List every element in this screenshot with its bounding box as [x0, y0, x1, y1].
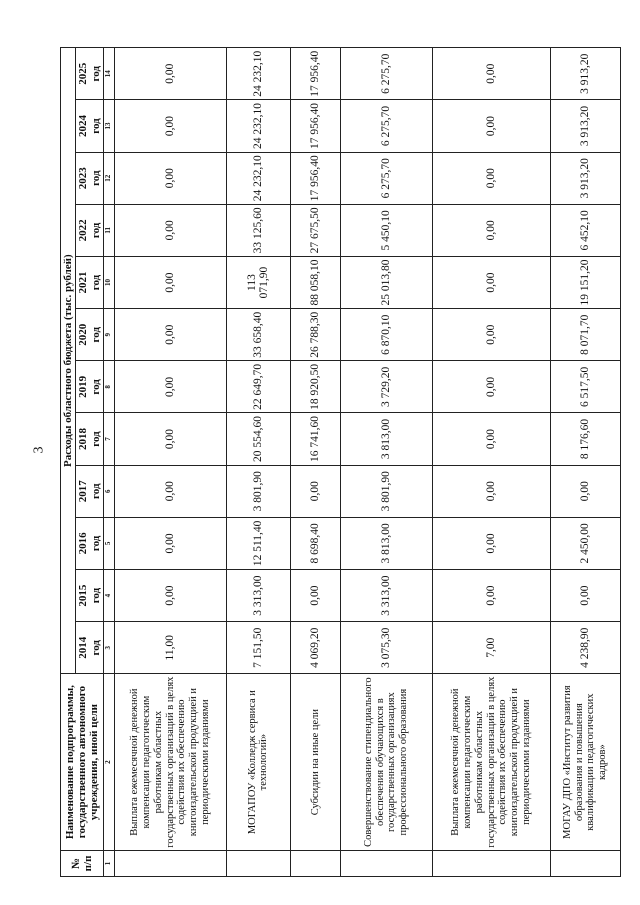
value-cell: 26 788,30 — [290, 309, 340, 361]
table-row — [290, 48, 340, 877]
row-number — [550, 850, 620, 876]
rotated-page — [60, 47, 609, 877]
value-cell: 0,00 — [114, 309, 226, 361]
column-numbers-row — [103, 48, 114, 877]
value-cell: 0,00 — [432, 204, 550, 256]
row-name: Субсидии на иные цели — [290, 674, 340, 851]
header-year: 2024 год — [76, 100, 104, 152]
table-row — [114, 48, 226, 877]
value-cell: 12 511,40 — [226, 517, 290, 569]
value-cell: 0,00 — [114, 100, 226, 152]
header-year: 2015 год — [76, 569, 104, 621]
page-number: 3 — [31, 446, 47, 454]
column-number: 5 — [103, 517, 114, 569]
value-cell: 0,00 — [432, 413, 550, 465]
value-cell: 17 956,40 — [290, 152, 340, 204]
header-year: 2014 год — [76, 622, 104, 674]
row-number — [114, 850, 226, 876]
header-year: 2023 год — [76, 152, 104, 204]
value-cell: 0,00 — [114, 256, 226, 308]
value-cell: 6 452,10 — [550, 204, 620, 256]
value-cell: 27 675,50 — [290, 204, 340, 256]
value-cell: 8 176,60 — [550, 413, 620, 465]
value-cell: 20 554,60 — [226, 413, 290, 465]
value-cell: 0,00 — [432, 309, 550, 361]
header-year: 2019 год — [76, 361, 104, 413]
header-name: Наименование подпрограммы, государственного автономного учреждения, иной цели — [61, 674, 104, 851]
row-name: МОГАПОУ «Колледж сервиса и технологий» — [226, 674, 290, 851]
value-cell: 0,00 — [550, 465, 620, 517]
value-cell: 19 151,20 — [550, 256, 620, 308]
value-cell: 4 238,90 — [550, 622, 620, 674]
column-number: 14 — [103, 48, 114, 100]
value-cell: 3 313,00 — [226, 569, 290, 621]
header-year: 2016 год — [76, 517, 104, 569]
value-cell: 3 729,20 — [340, 361, 432, 413]
value-cell: 0,00 — [432, 100, 550, 152]
table-row — [340, 48, 432, 877]
value-cell: 0,00 — [114, 48, 226, 100]
value-cell: 6 870,10 — [340, 309, 432, 361]
value-cell: 0,00 — [114, 465, 226, 517]
value-cell: 0,00 — [432, 517, 550, 569]
value-cell: 3 075,30 — [340, 622, 432, 674]
budget-table — [60, 47, 621, 877]
header-year: 2020 год — [76, 309, 104, 361]
value-cell: 11,00 — [114, 622, 226, 674]
table-row — [226, 48, 290, 877]
value-cell: 18 920,50 — [290, 361, 340, 413]
column-number: 10 — [103, 256, 114, 308]
value-cell: 17 956,40 — [290, 48, 340, 100]
value-cell: 16 741,60 — [290, 413, 340, 465]
value-cell: 2 450,00 — [550, 517, 620, 569]
value-cell: 0,00 — [550, 569, 620, 621]
value-cell: 8 071,70 — [550, 309, 620, 361]
value-cell: 0,00 — [432, 569, 550, 621]
value-cell: 3 801,90 — [226, 465, 290, 517]
value-cell: 0,00 — [114, 517, 226, 569]
value-cell: 0,00 — [432, 465, 550, 517]
value-cell: 33 658,40 — [226, 309, 290, 361]
value-cell: 0,00 — [290, 569, 340, 621]
value-cell: 0,00 — [432, 256, 550, 308]
value-cell: 0,00 — [114, 204, 226, 256]
row-name: Выплата ежемесячной денежной компенсации педагогическим работникам областных государственных организаций в целях содействия их обеспечению книгоиздательской продукцией и периодическими изданиями — [114, 674, 226, 851]
value-cell: 6 275,70 — [340, 152, 432, 204]
header-year: 2022 год — [76, 204, 104, 256]
value-cell: 3 913,20 — [550, 152, 620, 204]
column-number: 1 — [103, 850, 114, 876]
column-number: 6 — [103, 465, 114, 517]
row-number — [340, 850, 432, 876]
value-cell: 5 450,10 — [340, 204, 432, 256]
value-cell: 7 151,50 — [226, 622, 290, 674]
column-number: 4 — [103, 569, 114, 621]
column-number: 3 — [103, 622, 114, 674]
header-year: 2021 год — [76, 256, 104, 308]
value-cell: 24 232,10 — [226, 100, 290, 152]
row-name: Выплата ежемесячной денежной компенсации педагогическим работникам областных государственных организаций в целях содействия их обеспечению книгоиздательской продукцией и периодическими изданиями — [432, 674, 550, 851]
column-number: 8 — [103, 361, 114, 413]
value-cell: 0,00 — [432, 361, 550, 413]
value-cell: 7,00 — [432, 622, 550, 674]
value-cell: 0,00 — [114, 569, 226, 621]
value-cell: 3 313,00 — [340, 569, 432, 621]
value-cell: 0,00 — [114, 361, 226, 413]
value-cell: 113 071,90 — [226, 256, 290, 308]
header-year: 2018 год — [76, 413, 104, 465]
value-cell: 3 913,20 — [550, 48, 620, 100]
value-cell: 25 013,80 — [340, 256, 432, 308]
row-number — [226, 850, 290, 876]
value-cell: 6 275,70 — [340, 48, 432, 100]
header-year: 2025 год — [76, 48, 104, 100]
value-cell: 6 275,70 — [340, 100, 432, 152]
value-cell: 3 801,90 — [340, 465, 432, 517]
column-number: 12 — [103, 152, 114, 204]
value-cell: 4 069,20 — [290, 622, 340, 674]
header-budget: Расходы областного бюджета (тыс. рублей) — [61, 48, 76, 674]
column-number: 2 — [103, 674, 114, 851]
header-row-top — [61, 48, 76, 877]
table-row — [550, 48, 620, 877]
value-cell: 24 232,10 — [226, 48, 290, 100]
value-cell: 8 698,40 — [290, 517, 340, 569]
column-number: 13 — [103, 100, 114, 152]
column-number: 11 — [103, 204, 114, 256]
value-cell: 0,00 — [114, 413, 226, 465]
table-row — [432, 48, 550, 877]
row-number — [432, 850, 550, 876]
value-cell: 22 649,70 — [226, 361, 290, 413]
value-cell: 88 058,10 — [290, 256, 340, 308]
row-number — [290, 850, 340, 876]
value-cell: 33 125,60 — [226, 204, 290, 256]
value-cell: 0,00 — [432, 48, 550, 100]
value-cell: 3 813,00 — [340, 413, 432, 465]
row-name: МОГАУ ДПО «Институт развития образования и повышения квалификации педагогических кадров» — [550, 674, 620, 851]
value-cell: 0,00 — [290, 465, 340, 517]
column-number: 7 — [103, 413, 114, 465]
value-cell: 6 517,50 — [550, 361, 620, 413]
value-cell: 3 813,00 — [340, 517, 432, 569]
column-number: 9 — [103, 309, 114, 361]
value-cell: 24 232,10 — [226, 152, 290, 204]
table-body — [114, 48, 620, 877]
value-cell: 3 913,20 — [550, 100, 620, 152]
row-name: Совершенствование стипендиального обеспечения обучающихся в государственных организациях профессионального образования — [340, 674, 432, 851]
header-year: 2017 год — [76, 465, 104, 517]
header-num: № п/п — [61, 850, 104, 876]
value-cell: 0,00 — [114, 152, 226, 204]
value-cell: 17 956,40 — [290, 100, 340, 152]
value-cell: 0,00 — [432, 152, 550, 204]
